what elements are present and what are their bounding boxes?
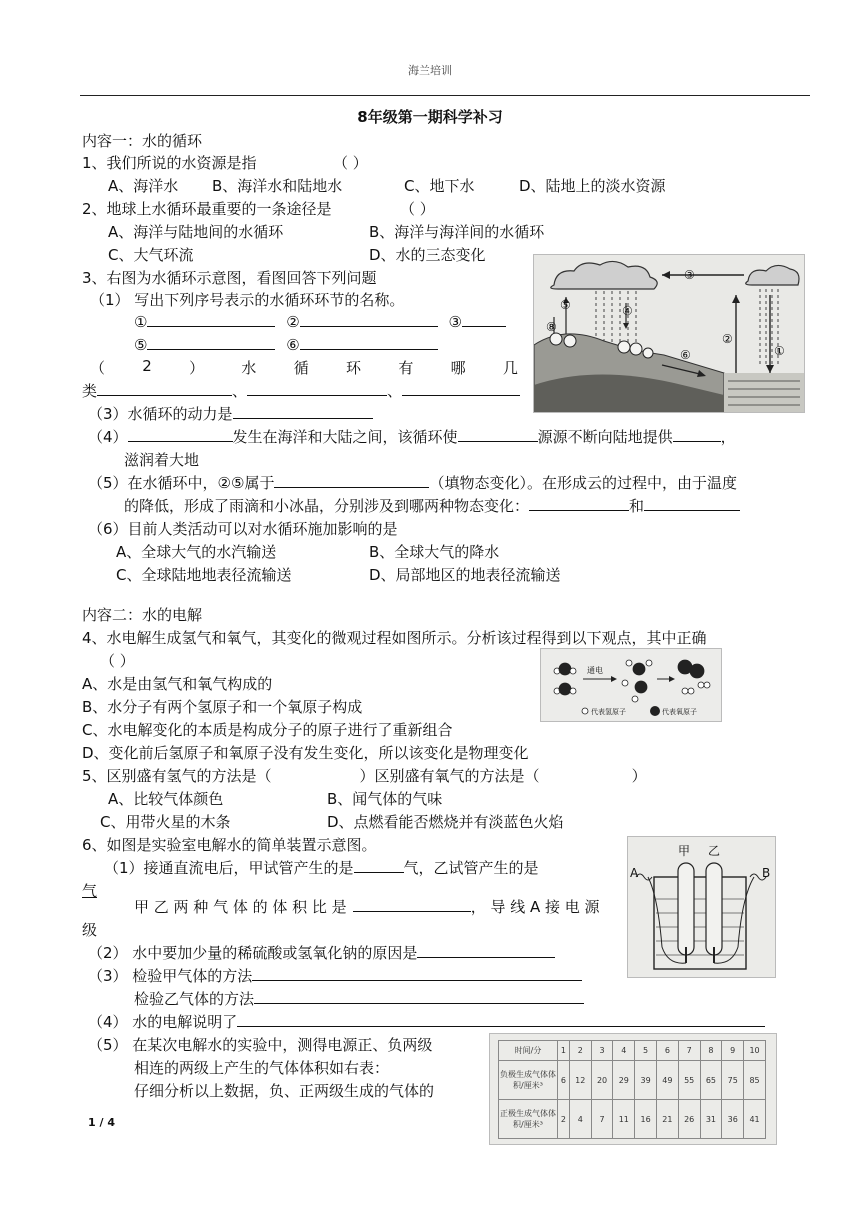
blank-power[interactable] — [233, 403, 373, 419]
p2-char: ） — [189, 359, 205, 377]
fig-o-legend: 代表氧原子 — [662, 708, 697, 716]
q1-option-c: C、地下水 — [404, 177, 475, 195]
label-a: A — [630, 866, 639, 880]
blank-p5-2[interactable] — [529, 495, 629, 511]
page-title: 8年级第一期科学补习 — [357, 108, 503, 126]
pos-cell: 26 — [678, 1100, 700, 1139]
time-cell: 2 — [569, 1041, 591, 1061]
time-cell: 10 — [744, 1041, 766, 1061]
q6-part5a: （5） 在某次电解水的实验中，测得电源正、负两级 — [88, 1036, 433, 1054]
mark-2: ② — [286, 313, 300, 331]
neg-cell: 12 — [569, 1061, 591, 1100]
blank-p4-1[interactable] — [128, 426, 233, 442]
neg-cell: 39 — [635, 1061, 657, 1100]
p2-char: 循 — [293, 359, 309, 377]
blank-p4-2[interactable] — [458, 426, 538, 442]
q6-part3b — [134, 988, 584, 1009]
q6-p1-text-c: 气 — [82, 882, 98, 900]
mark-5: ⑤ — [134, 336, 148, 354]
fig-h-legend: 代表氢原子 — [591, 708, 626, 716]
neg-cell: 75 — [722, 1061, 744, 1100]
q5-option-b: B、闻气体的气味 — [327, 790, 443, 808]
q3-part4 — [88, 426, 736, 447]
wc-label-5: ⑤ — [560, 298, 571, 312]
pos-cell: 7 — [591, 1100, 613, 1139]
neg-cell: 65 — [700, 1061, 722, 1100]
q6-p4-text: （4） 水的电解说明了 — [88, 1013, 238, 1031]
neg-cell: 20 — [591, 1061, 613, 1100]
blank-p3b[interactable] — [254, 988, 584, 1004]
neg-cell: 55 — [678, 1061, 700, 1100]
time-cell: 4 — [613, 1041, 635, 1061]
pos-cell: 36 — [722, 1100, 744, 1139]
wc-label-6: ⑥ — [680, 348, 691, 362]
p2-char: （ — [90, 359, 106, 377]
water-cycle-figure — [533, 254, 805, 413]
q2-stem: 2、地球上水循环最重要的一条途径是 — [82, 200, 332, 218]
q4-option-b: B、水分子有两个氢原子和一个氧原子构成 — [82, 698, 363, 716]
q1-answer-paren: （ ） — [333, 154, 368, 172]
pos-cell: 16 — [635, 1100, 657, 1139]
blank-p4-3[interactable] — [673, 426, 721, 442]
p3-text: （3）水循环的动力是 — [88, 405, 233, 423]
blank-p5-1[interactable] — [274, 472, 429, 488]
section-2-heading: 内容二：水的电解 — [82, 606, 203, 624]
pos-cell: 4 — [569, 1100, 591, 1139]
page-number: 1 / 4 — [88, 1116, 115, 1129]
wc-label-2: ② — [722, 332, 733, 346]
q6-p1-text-a: （1）接通直流电后，甲试管产生的是 — [104, 859, 354, 877]
p4-label: （4） — [88, 428, 128, 446]
q5-option-a: A、比较气体颜色 — [108, 790, 224, 808]
label-jia: 甲 — [678, 844, 691, 858]
p2-char: 环 — [346, 359, 362, 377]
blank-p3a[interactable] — [252, 965, 582, 981]
q5-text-a: 5、区别盛有氢气的方法是（ — [82, 767, 272, 785]
p2-char: 2 — [142, 357, 152, 375]
row-label-pos: 正极生成气体体积/厘米³ — [499, 1100, 558, 1139]
q4-stem: 4、水电解生成氢气和氧气，其变化的微观过程如图所示。分析该过程得到以下观点，其中正确 — [82, 629, 707, 647]
q3-blank-row2 — [134, 334, 438, 354]
q6-part1 — [104, 857, 539, 878]
q5-text-c: ） — [631, 767, 647, 785]
row-label-neg: 负极生成气体体积/厘米³ — [499, 1061, 558, 1100]
p2-char: 哪 — [450, 359, 466, 377]
q6-p1-text-d: 甲 乙 两 种 气 体 的 体 积 比 是 — [134, 898, 347, 916]
q3-stem: 3、右图为水循环示意图，看图回答下列问题 — [82, 269, 377, 287]
time-cell: 3 — [591, 1041, 613, 1061]
wc-label-4: ④ — [622, 304, 633, 318]
q6-part5c: 仔细分析以上数据，负、正两级生成的气体的 — [134, 1082, 435, 1100]
mark-1: ① — [134, 313, 148, 331]
q3-blank-row1 — [134, 311, 506, 331]
q4-option-d: D、变化前后氢原子和氧原子没有发生变化，所以该变化是物理变化 — [82, 744, 529, 762]
p2-char: 几 — [502, 359, 518, 377]
q4-option-a: A、水是由氢气和氧气构成的 — [82, 675, 273, 693]
blank-cycle-3[interactable] — [402, 380, 520, 396]
q2-option-c: C、大气环流 — [108, 246, 194, 264]
q4-answer-paren: （ ） — [100, 652, 135, 670]
q4-option-c: C、水电解变化的本质是构成分子的原子进行了重新组合 — [82, 721, 453, 739]
q6-part1-tail2: 级 — [82, 921, 98, 939]
p4-text-c: 源源不断向陆地提供 — [537, 428, 673, 446]
pos-cell: 41 — [744, 1100, 766, 1139]
q3-option-c: C、全球陆地地表径流输送 — [116, 566, 292, 584]
sep: 、 — [387, 382, 403, 400]
p2-char: 有 — [398, 359, 414, 377]
pos-cell: 2 — [558, 1100, 570, 1139]
blank-cycle-1[interactable] — [97, 380, 232, 396]
p4-text-d: ， — [720, 428, 736, 446]
q1-stem-text: 1、我们所说的水资源是指 — [82, 154, 257, 172]
q6-p1-text-e: ， 导 线 A 接 电 源 — [470, 898, 600, 916]
q2-option-d: D、水的三态变化 — [369, 246, 486, 264]
pos-cell: 11 — [613, 1100, 635, 1139]
blank-p5-3[interactable] — [644, 495, 740, 511]
q3-option-a: A、全球大气的水汽输送 — [116, 543, 277, 561]
q6-part2 — [88, 942, 555, 963]
q1-option-d: D、陆地上的淡水资源 — [519, 177, 666, 195]
q6-part4 — [88, 1011, 765, 1032]
page-header: 海兰培训 — [408, 64, 452, 77]
fig-arrow-label: 通电 — [587, 666, 603, 675]
p5-text-c: 的降低，形成了雨滴和小冰晶，分别涉及到哪两种物态变化： — [124, 497, 530, 515]
blank-1[interactable] — [147, 311, 275, 327]
blank-ratio[interactable] — [353, 896, 471, 912]
p5-text-b: （填物态变化）。在形成云的过程中，由于温度 — [429, 474, 737, 492]
p2-char: 水 — [241, 359, 257, 377]
neg-cell: 49 — [656, 1061, 678, 1100]
q3-part2-line — [90, 357, 518, 378]
time-cell: 1 — [558, 1041, 570, 1061]
neg-cell: 85 — [744, 1061, 766, 1100]
q6-part5b: 相连的两级上产生的气体体积如右表： — [134, 1059, 390, 1077]
q6-part1-ratio — [134, 896, 600, 917]
time-cell: 8 — [700, 1041, 722, 1061]
wc-label-3: ③ — [684, 268, 695, 282]
q5-stem — [82, 765, 647, 786]
electrolysis-molecule-figure — [540, 648, 722, 722]
blank-p4[interactable] — [237, 1011, 765, 1027]
label-yi: 乙 — [708, 844, 721, 858]
q6-p3b-text: 检验乙气体的方法 — [134, 990, 255, 1008]
q5-text-b: ）区别盛有氧气的方法是（ — [359, 767, 540, 785]
q3-part5-cont — [124, 495, 740, 516]
q3-part5 — [88, 472, 737, 493]
neg-cell: 29 — [613, 1061, 635, 1100]
time-cell: 6 — [656, 1041, 678, 1061]
q3-part1: （1） 写出下列序号表示的水循环环节的名称。 — [90, 291, 405, 309]
q3-option-b: B、全球大气的降水 — [369, 543, 500, 561]
blank-p2[interactable] — [417, 942, 555, 958]
gas-volume-table — [498, 1040, 766, 1139]
q3-part4-cont: 滋润着大地 — [124, 451, 200, 469]
q2-answer-paren: （ ） — [400, 200, 435, 218]
row-label-time: 时间/分 — [499, 1041, 558, 1061]
p4-text-b: 发生在海洋和大陆之间，该循环使 — [232, 428, 458, 446]
time-cell: 9 — [722, 1041, 744, 1061]
pos-cell: 31 — [700, 1100, 722, 1139]
q3-part6: （6）目前人类活动可以对水循环施加影响的是 — [88, 520, 398, 538]
q3-part2-blanks — [82, 380, 520, 401]
q6-part1-tail — [82, 880, 98, 900]
blank-3[interactable] — [462, 311, 506, 327]
blank-jia-gas[interactable] — [354, 857, 404, 873]
label-b: B — [762, 866, 771, 880]
section-1-heading: 内容一：水的循环 — [82, 132, 203, 150]
gas-volume-table-figure — [489, 1033, 777, 1145]
blank-cycle-2[interactable] — [247, 380, 387, 396]
q6-stem: 6、如图是实验室电解水的简单装置示意图。 — [82, 836, 377, 854]
neg-cell: 6 — [558, 1061, 570, 1100]
q3-part3 — [88, 403, 373, 424]
q1-option-a: A、海洋水 — [108, 177, 179, 195]
header-rule — [80, 95, 810, 96]
electrolysis-apparatus-figure — [627, 836, 776, 978]
q3-option-d: D、局部地区的地表径流输送 — [369, 566, 561, 584]
q5-option-d: D、点燃看能否燃烧并有淡蓝色火焰 — [327, 813, 564, 831]
mark-3: ③ — [448, 313, 462, 331]
pos-cell: 21 — [656, 1100, 678, 1139]
q1-stem — [82, 152, 257, 173]
p2-tail: 类 — [82, 382, 98, 400]
q2-option-b: B、海洋与海洋间的水循环 — [369, 223, 545, 241]
q6-p2-text: （2） 水中要加少量的稀硫酸或氢氧化钠的原因是 — [88, 944, 418, 962]
q6-p3a-text: （3） 检验甲气体的方法 — [88, 967, 253, 985]
blank-2[interactable] — [300, 311, 438, 327]
q6-p1-text-b: 气，乙试管产生的是 — [403, 859, 539, 877]
q5-option-c: C、用带火星的木条 — [100, 813, 231, 831]
q2-option-a: A、海洋与陆地间的水循环 — [108, 223, 284, 241]
time-cell: 7 — [678, 1041, 700, 1061]
q6-part3a — [88, 965, 582, 986]
p5-text-d: 和 — [629, 497, 645, 515]
blank-5[interactable] — [147, 334, 275, 350]
wc-label-8: ⑧ — [546, 320, 557, 334]
q1-option-b: B、海洋水和陆地水 — [212, 177, 343, 195]
wc-label-1: ① — [774, 344, 785, 358]
blank-6[interactable] — [300, 334, 438, 350]
time-cell: 5 — [635, 1041, 657, 1061]
sep: 、 — [232, 382, 248, 400]
mark-6: ⑥ — [286, 336, 300, 354]
p5-text-a: （5）在水循环中，②⑤属于 — [88, 474, 275, 492]
